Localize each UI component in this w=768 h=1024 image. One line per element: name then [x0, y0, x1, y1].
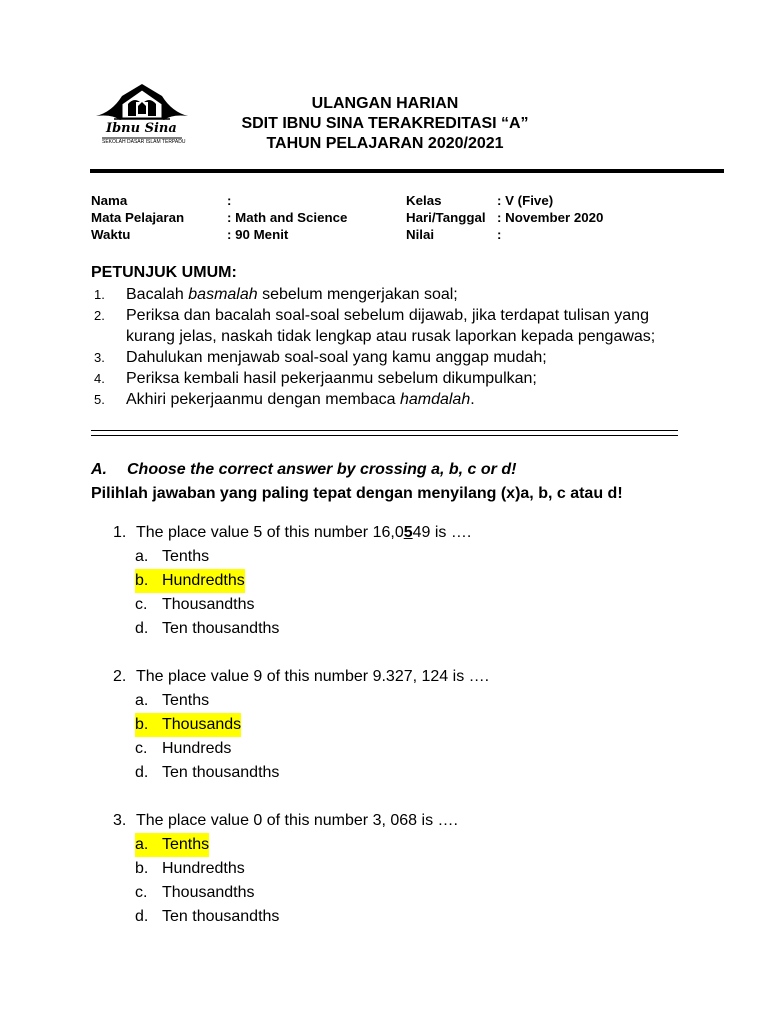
info-label: Waktu [91, 227, 131, 242]
info-value: : [497, 227, 502, 242]
section-number: A. [91, 461, 107, 478]
option-b[interactable] [113, 569, 673, 593]
question-number: 2. [113, 668, 127, 685]
info-label: Kelas [406, 193, 442, 208]
option-d[interactable] [113, 761, 673, 785]
info-value: : V (Five) [497, 193, 554, 208]
option-b[interactable] [113, 857, 673, 881]
instruction-text: . [470, 391, 475, 408]
option-letter: d. [135, 764, 149, 781]
instruction-item [91, 347, 701, 368]
section-title-en: Choose the correct answer by crossing a, b, c or d! [127, 461, 517, 478]
question-stem [113, 521, 673, 545]
option-letter: c. [135, 740, 148, 757]
question-text: The place value 9 of this number 9.327, 124 is …. [136, 668, 490, 685]
info-row-nama [91, 192, 697, 209]
section-divider-top [91, 430, 678, 431]
section-divider-bottom [91, 435, 678, 436]
school-logo [92, 82, 192, 152]
section-a-heading [91, 461, 516, 479]
info-label: Nilai [406, 227, 435, 242]
instruction-number: 2. [94, 308, 105, 323]
logo-text: Ibnu Sina [106, 121, 177, 136]
info-value: : 90 Menit [227, 227, 289, 242]
question-2 [113, 665, 673, 785]
option-d[interactable] [113, 617, 673, 641]
option-text: Thousands [162, 716, 242, 733]
instruction-text: Dahulukan menjawab soal-soal yang kamu anggap mudah; [126, 349, 547, 366]
info-value: : Math and Science [227, 210, 348, 225]
logo-subtext: SEKOLAH DASAR ISLAM TERPADU [102, 139, 186, 145]
instructions-list [91, 284, 701, 410]
option-b[interactable] [113, 713, 673, 737]
info-label: Mata Pelajaran [91, 210, 185, 225]
instruction-item [91, 305, 701, 347]
info-label: Hari/Tanggal [406, 210, 486, 225]
option-text: Tenths [162, 836, 210, 853]
question-number: 3. [113, 812, 127, 829]
instruction-emphasis: basmalah [188, 286, 258, 303]
option-d[interactable] [113, 905, 673, 929]
option-text: Hundreds [162, 740, 232, 757]
question-text: The place value 0 of this number 3, 068 is …. [136, 812, 458, 829]
question-stem [113, 665, 673, 689]
option-letter: b. [135, 716, 149, 733]
instruction-number: 1. [94, 287, 105, 302]
section-title-id: Pilihlah jawaban yang paling tepat dengan menyilang (x)a, b, c atau d! [91, 485, 623, 502]
instruction-text: Akhiri pekerjaanmu dengan membaca [126, 391, 400, 408]
question-text: The place value 5 of this number 16,0 [136, 524, 404, 541]
info-value: : [227, 193, 232, 208]
question-number: 1. [113, 524, 127, 541]
instructions-title: PETUNJUK UMUM: [91, 264, 237, 281]
option-text: Thousandths [162, 596, 255, 613]
option-a[interactable] [113, 545, 673, 569]
option-letter: c. [135, 596, 148, 613]
instruction-item [91, 389, 701, 410]
option-text: Tenths [162, 548, 210, 565]
option-letter: a. [135, 692, 149, 709]
option-a[interactable] [113, 833, 673, 857]
instruction-item [91, 284, 701, 305]
info-value: : November 2020 [497, 210, 604, 225]
option-text: Hundredths [162, 572, 245, 589]
instruction-text: Periksa kembali hasil pekerjaanmu sebelum dikumpulkan; [126, 370, 537, 387]
question-1 [113, 521, 673, 641]
option-letter: d. [135, 620, 149, 637]
instruction-number: 5. [94, 392, 105, 407]
option-letter: d. [135, 908, 149, 925]
question-3 [113, 809, 673, 929]
student-info-table [91, 192, 697, 243]
instruction-emphasis: hamdalah [399, 391, 471, 408]
instruction-number: 4. [94, 371, 105, 386]
option-a[interactable] [113, 689, 673, 713]
info-row-mapel [91, 209, 697, 226]
instruction-item [91, 368, 701, 389]
info-row-waktu [91, 226, 697, 243]
option-text: Ten thousandths [162, 908, 280, 925]
info-label: Nama [91, 193, 128, 208]
option-c[interactable] [113, 881, 673, 905]
instruction-text: sebelum mengerjakan soal; [257, 286, 458, 303]
option-text: Hundredths [162, 860, 245, 877]
option-text: Ten thousandths [162, 764, 280, 781]
instruction-text: Periksa dan bacalah soal-soal sebelum dijawab, jika terdapat tulisan yang kurang jelas, naskah tidak lengkap atau rusak laporkan kepada pengawas; [126, 307, 656, 345]
option-text: Tenths [162, 692, 210, 709]
exam-title [220, 94, 550, 154]
instruction-number: 3. [94, 350, 105, 365]
header-divider [90, 169, 724, 173]
title-line-2: SDIT IBNU SINA TERAKREDITASI “A” [241, 115, 529, 132]
question-text: 49 is …. [412, 524, 472, 541]
question-stem [113, 809, 673, 833]
title-line-3: TAHUN PELAJARAN 2020/2021 [266, 135, 504, 152]
option-c[interactable] [113, 593, 673, 617]
option-letter: c. [135, 884, 148, 901]
option-letter: a. [135, 548, 149, 565]
underlined-digit: 5 [403, 524, 413, 541]
option-text: Thousandths [162, 884, 255, 901]
title-line-1: ULANGAN HARIAN [311, 95, 459, 112]
option-letter: b. [135, 572, 149, 589]
instruction-text: Bacalah [126, 286, 189, 303]
option-text: Ten thousandths [162, 620, 280, 637]
option-letter: a. [135, 836, 149, 853]
option-c[interactable] [113, 737, 673, 761]
option-letter: b. [135, 860, 149, 877]
